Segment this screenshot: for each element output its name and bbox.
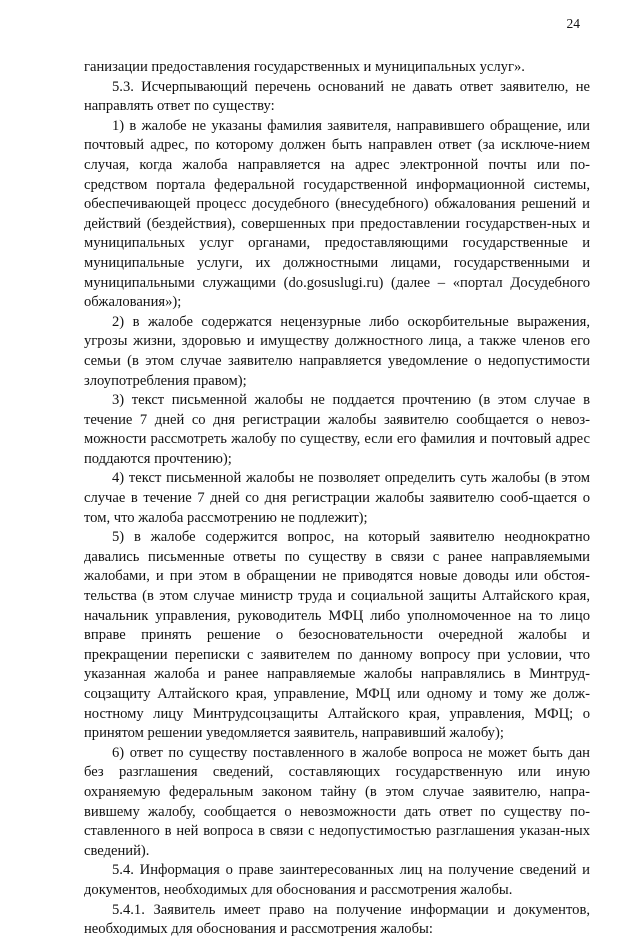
list-item-4: 4) текст письменной жалобы не позволяет определить суть жалобы (в этом случае в течение 7 дней со дня регистрации жалобы заявителю сооб-щается о том, что жалоба рассмотрению не подлежит); [84,470,590,526]
paragraph-5-4-1: 5.4.1. Заявитель имеет право на получение информации и документов, необходимых для обоснования и рассмотрения жалобы: [84,901,590,938]
list-item-3: 3) текст письменной жалобы не поддается прочтению (в этом случае в течение 7 дней со дня регистрации жалобы заявителю сообщается о невоз-можности рассмотреть жалобу по существу, если его фамилия и почтовый адрес поддаются прочтению); [84,392,590,467]
paragraph-continuation: ганизации предоставления государственных и муниципальных услуг». [84,59,525,75]
paragraph-5-3-heading: 5.3. Исчерпывающий перечень оснований не давать ответ заявителю, не направлять ответ по существу: [84,78,590,115]
page-number: 24 [566,16,580,31]
document-body [84,58,590,940]
list-item-5: 5) в жалобе содержится вопрос, на который заявителю неоднократно давались письменные ответы по существу в связи с ранее направляемыми жалобами, и при этом в обращении не приводятся новые доводы или обстоя-тельства (в этом случае министр труда и социальной защиты Алтайского края, начальник управления, руководитель МФЦ либо уполномоченное на то лицо вправе принять решение о безосновательности очередной жалобы и прекращении переписки с заявителем по данному вопросу при условии, что указанная жалоба и ранее направляемые жалобы направлялись в Минтруд-соцзащиту Алтайского края, управление, МФЦ или одному и тому же долж-ностному лицу Минтрудсоцзащиты Алтайского края, управления, МФЦ; о принятом решении уведомляется заявитель, направивший жалобу); [84,529,590,742]
list-item-6: 6) ответ по существу поставленного в жалобе вопроса не может быть дан без разглашения сведений, составляющих государственную или иную охраняемую федеральным законом тайну (в этом случае заявителю, напра-вившему жалобу, сообщается о невозможности дать ответ по существу по-ставленного в ней вопроса в связи с недопустимостью разглашения указан-ных сведений). [84,744,590,859]
paragraph-5-4-heading: 5.4. Информация о праве заинтересованных лиц на получение сведений и документов, необходимых для обоснования и рассмотрения жалобы. [84,862,590,898]
list-item-1: 1) в жалобе не указаны фамилия заявителя, направившего обращение, или почтовый адрес, по которому должен быть направлен ответ (за исключе-нием случая, когда жалоба направляется на адрес электронной почты или по-средством портала федеральной государственной информационной системы, обеспечивающей процесс досудебного (внесудебного) обжалования решений и действий (бездействия), совершенных при предоставлении государствен-ных и муниципальных услуг органами, предоставляющими государственные и муниципальные услуги, их должностными лицами, государственными и муниципальными служащими (do.gosuslugi.ru) (далее – «портал Досудебного обжалования»); [84,117,590,311]
list-item-2: 2) в жалобе содержатся нецензурные либо оскорбительные выражения, угрозы жизни, здоровью и имуществу должностного лица, а также членов его семьи (в этом случае заявителю направляется уведомление о недопустимости злоупотребления правом); [84,313,590,389]
